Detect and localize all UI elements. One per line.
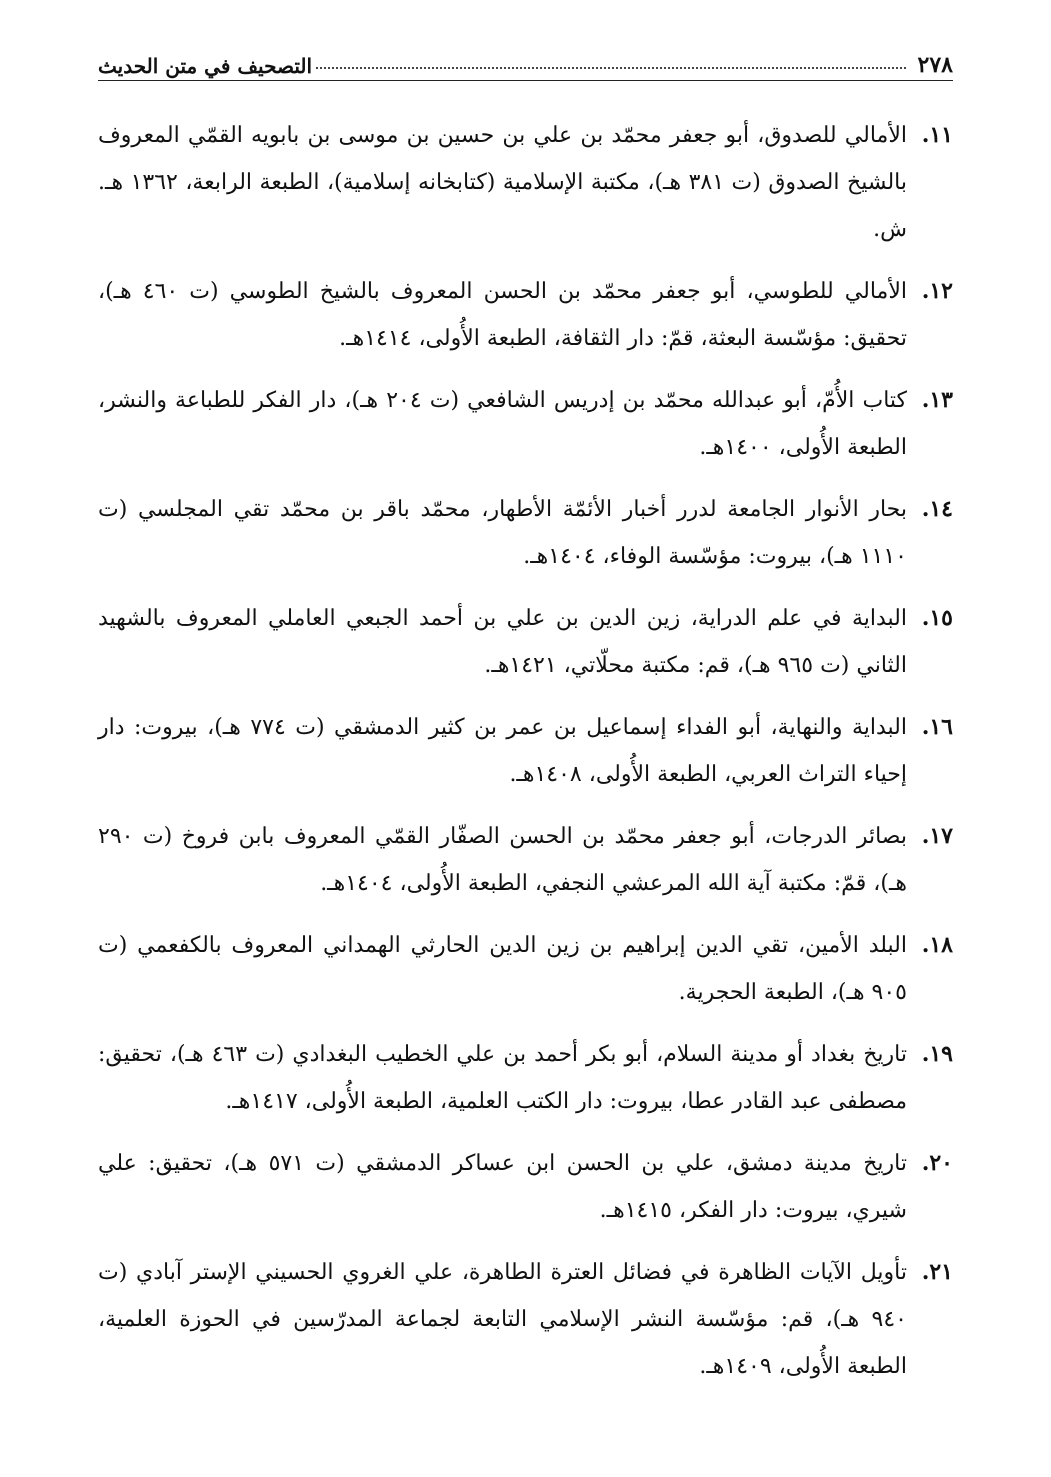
entry-number: ١٤.	[921, 496, 953, 522]
entry-number: ١٢.	[921, 278, 953, 304]
bibliography-entry-21	[98, 1249, 953, 1390]
entry-text: البلد الأمين، تقي الدين إبراهيم بن زين الدين الحارثي الهمداني المعروف بالكفعمي (ت ٩٠٥ هـ)، الطبعة الحجرية.	[98, 933, 907, 1005]
entry-text: بحار الأنوار الجامعة لدرر أخبار الأئمّة الأطهار، محمّد باقر بن محمّد تقي المجلسي (ت ١١١٠ هـ)، بيروت: مؤسّسة الوفاء، ١٤٠٤هـ.	[98, 497, 907, 569]
header-dot-leader	[316, 67, 906, 69]
bibliography-entry-18	[98, 922, 953, 1016]
bibliography-list	[98, 112, 953, 1405]
entry-text: تاريخ بغداد أو مدينة السلام، أبو بكر أحمد بن علي الخطيب البغدادي (ت ٤٦٣ هـ)، تحقيق: مصطفى عبد القادر عطا، بيروت: دار الكتب العلمية، الطبعة الأُولى، ١٤١٧هـ.	[98, 1042, 907, 1114]
bibliography-entry-13	[98, 377, 953, 471]
bibliography-entry-17	[98, 813, 953, 907]
entry-text: الأمالي للطوسي، أبو جعفر محمّد بن الحسن المعروف بالشيخ الطوسي (ت ٤٦٠ هـ)، تحقيق: مؤسّسة البعثة، قمّ: دار الثقافة، الطبعة الأُولى، ١٤١٤هـ.	[98, 279, 907, 351]
entry-number: ١٧.	[921, 823, 953, 849]
entry-number: ١٦.	[921, 714, 953, 740]
entry-text: البداية والنهاية، أبو الفداء إسماعيل بن عمر بن كثير الدمشقي (ت ٧٧٤ هـ)، بيروت: دار إحياء التراث العربي، الطبعة الأُولى، ١٤٠٨هـ.	[98, 715, 908, 787]
entry-number: ١٨.	[921, 932, 953, 958]
entry-number: ١٣.	[921, 387, 953, 413]
entry-number: ٢٠.	[921, 1150, 953, 1176]
entry-text: الأمالي للصدوق، أبو جعفر محمّد بن علي بن حسين بن موسى بن بابويه القمّي المعروف بالشيخ الصدوق (ت ٣٨١ هـ)، مكتبة الإسلامية (كتابخانه إسلامية)، الطبعة الرابعة، ١٣٦٢ هـ. ش.	[98, 123, 907, 242]
bibliography-entry-12	[98, 268, 953, 362]
entry-text: تأويل الآيات الظاهرة في فضائل العترة الطاهرة، علي الغروي الحسيني الإستر آبادي (ت ٩٤٠ هـ)، قم: مؤسّسة النشر الإسلامي التابعة لجماعة المدرّسين في الحوزة العلمية، الطبعة الأُولى، ١٤٠٩هـ.	[98, 1260, 907, 1379]
page-number: ٢٧٨	[917, 52, 953, 78]
entry-text: تاريخ مدينة دمشق، علي بن الحسن ابن عساكر الدمشقي (ت ٥٧١ هـ)، تحقيق: علي شيري، بيروت: دار الفكر، ١٤١٥هـ.	[98, 1151, 908, 1223]
entry-number: ٢١.	[921, 1259, 953, 1285]
entry-number: ١٩.	[921, 1041, 953, 1067]
bibliography-entry-11	[98, 112, 953, 253]
bibliography-entry-16	[98, 704, 953, 798]
running-header	[98, 38, 953, 81]
bibliography-entry-15	[98, 595, 953, 689]
bibliography-entry-20	[98, 1140, 953, 1234]
bibliography-entry-14	[98, 486, 953, 580]
entry-text: بصائر الدرجات، أبو جعفر محمّد بن الحسن الصفّار القمّي المعروف بابن فروخ (ت ٢٩٠ هـ)، قمّ: مكتبة آية الله المرعشي النجفي، الطبعة الأُولى، ١٤٠٤هـ.	[98, 824, 907, 896]
entry-text: البداية في علم الدراية، زين الدين بن علي بن أحمد الجبعي العاملي المعروف بالشهيد الثاني (ت ٩٦٥ هـ)، قم: مكتبة محلّاتي، ١٤٢١هـ.	[98, 606, 908, 678]
running-title: التصحيف في متن الحديث	[98, 54, 313, 78]
bibliography-entry-19	[98, 1031, 953, 1125]
entry-number: ١٥.	[921, 605, 953, 631]
entry-number: ١١.	[921, 122, 953, 148]
entry-text: كتاب الأُمّ، أبو عبدالله محمّد بن إدريس الشافعي (ت ٢٠٤ هـ)، دار الفكر للطباعة والنشر، الطبعة الأُولى، ١٤٠٠هـ.	[98, 388, 908, 460]
